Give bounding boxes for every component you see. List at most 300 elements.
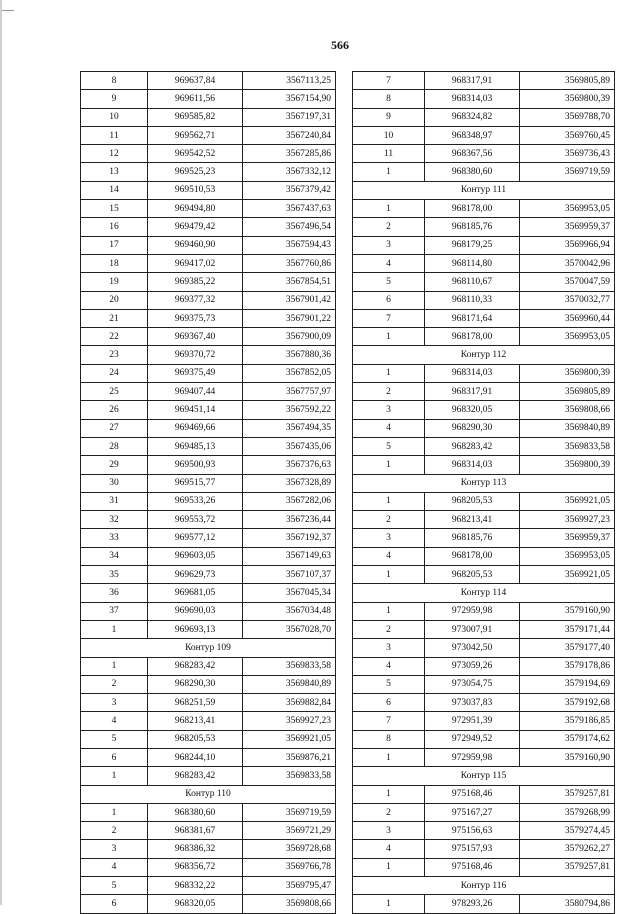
point-number: 2	[353, 803, 425, 821]
y-coordinate: 3567045,34	[243, 584, 336, 602]
y-coordinate: 3569921,05	[243, 730, 336, 748]
table-row	[81, 126, 336, 144]
table-row	[353, 785, 615, 803]
table-row	[81, 181, 336, 199]
table-row	[81, 675, 336, 693]
x-coordinate: 969500,93	[148, 456, 243, 474]
table-row	[81, 657, 336, 675]
table-row	[353, 200, 615, 218]
y-coordinate: 3567282,06	[243, 492, 336, 510]
x-coordinate: 969375,73	[148, 309, 243, 327]
y-coordinate: 3567592,22	[243, 401, 336, 419]
table-row	[353, 401, 615, 419]
y-coordinate: 3569728,68	[243, 840, 336, 858]
y-coordinate: 3569921,05	[520, 566, 615, 584]
table-row	[353, 163, 615, 181]
table-row	[81, 383, 336, 401]
table-row	[353, 309, 615, 327]
table-row	[353, 236, 615, 254]
table-row	[81, 309, 336, 327]
point-number: 26	[81, 401, 148, 419]
x-coordinate: 969637,84	[148, 72, 243, 90]
table-row	[353, 529, 615, 547]
table-row	[353, 547, 615, 565]
point-number: 35	[81, 566, 148, 584]
x-coordinate: 968178,00	[425, 547, 520, 565]
point-number: 1	[81, 803, 148, 821]
y-coordinate: 3567379,42	[243, 181, 336, 199]
contour-title: Контур 115	[353, 767, 615, 785]
x-coordinate: 968356,72	[148, 858, 243, 876]
point-number: 3	[353, 822, 425, 840]
contour-title: Контур 113	[353, 474, 615, 492]
table-row	[353, 456, 615, 474]
table-row	[353, 145, 615, 163]
y-coordinate: 3567192,37	[243, 529, 336, 547]
point-number: 19	[81, 273, 148, 291]
point-number: 16	[81, 218, 148, 236]
point-number: 18	[81, 254, 148, 272]
x-coordinate: 973059,26	[425, 657, 520, 675]
point-number: 2	[353, 620, 425, 638]
table-row	[81, 840, 336, 858]
table-row	[353, 858, 615, 876]
x-coordinate: 968185,76	[425, 529, 520, 547]
x-coordinate: 968348,97	[425, 126, 520, 144]
x-coordinate: 968367,56	[425, 145, 520, 163]
y-coordinate: 3567852,05	[243, 364, 336, 382]
y-coordinate: 3569840,89	[520, 419, 615, 437]
y-coordinate: 3570042,96	[520, 254, 615, 272]
y-coordinate: 3579257,81	[520, 858, 615, 876]
point-number: 25	[81, 383, 148, 401]
y-coordinate: 3579274,45	[520, 822, 615, 840]
table-row	[353, 694, 615, 712]
x-coordinate: 972959,98	[425, 748, 520, 766]
point-number: 1	[81, 657, 148, 675]
y-coordinate: 3570032,77	[520, 291, 615, 309]
y-coordinate: 3569959,37	[520, 529, 615, 547]
y-coordinate: 3579174,62	[520, 730, 615, 748]
y-coordinate: 3567901,42	[243, 291, 336, 309]
y-coordinate: 3569800,39	[520, 456, 615, 474]
x-coordinate: 968320,05	[425, 401, 520, 419]
point-number: 28	[81, 437, 148, 455]
table-row	[81, 437, 336, 455]
x-coordinate: 973007,91	[425, 620, 520, 638]
page-number: 566	[331, 38, 349, 52]
table-row	[353, 620, 615, 638]
y-coordinate: 3569805,89	[520, 383, 615, 401]
scan-edge-left	[0, 0, 2, 905]
point-number: 1	[353, 566, 425, 584]
table-row	[353, 822, 615, 840]
point-number: 1	[353, 858, 425, 876]
x-coordinate: 968380,60	[425, 163, 520, 181]
point-number: 6	[353, 291, 425, 309]
x-coordinate: 968283,42	[148, 767, 243, 785]
x-coordinate: 968380,60	[148, 803, 243, 821]
table-row	[353, 72, 615, 90]
point-number: 37	[81, 602, 148, 620]
table-row	[353, 657, 615, 675]
y-coordinate: 3567494,35	[243, 419, 336, 437]
table-row	[81, 566, 336, 584]
x-coordinate: 975168,46	[425, 785, 520, 803]
point-number: 2	[81, 675, 148, 693]
x-coordinate: 968251,59	[148, 694, 243, 712]
x-coordinate: 969460,90	[148, 236, 243, 254]
x-coordinate: 968213,41	[148, 712, 243, 730]
point-number: 7	[353, 712, 425, 730]
x-coordinate: 968178,00	[425, 200, 520, 218]
x-coordinate: 968314,03	[425, 364, 520, 382]
x-coordinate: 968213,41	[425, 511, 520, 529]
point-number: 1	[353, 200, 425, 218]
point-number: 22	[81, 328, 148, 346]
y-coordinate: 3569808,66	[243, 895, 336, 913]
point-number: 1	[81, 620, 148, 638]
table-row	[353, 291, 615, 309]
y-coordinate: 3569719,59	[243, 803, 336, 821]
x-coordinate: 969385,22	[148, 273, 243, 291]
y-coordinate: 3569760,45	[520, 126, 615, 144]
point-number: 1	[81, 767, 148, 785]
point-number: 1	[353, 748, 425, 766]
y-coordinate: 3567496,54	[243, 218, 336, 236]
y-coordinate: 3567154,90	[243, 90, 336, 108]
x-coordinate: 968110,67	[425, 273, 520, 291]
point-number: 3	[353, 236, 425, 254]
x-coordinate: 968283,42	[425, 437, 520, 455]
y-coordinate: 3569953,05	[520, 200, 615, 218]
x-coordinate: 968317,91	[425, 72, 520, 90]
point-number: 5	[81, 730, 148, 748]
y-coordinate: 3567376,63	[243, 456, 336, 474]
table-row	[81, 108, 336, 126]
point-number: 9	[81, 90, 148, 108]
table-row	[353, 840, 615, 858]
y-coordinate: 3567901,22	[243, 309, 336, 327]
y-coordinate: 3569927,23	[520, 511, 615, 529]
x-coordinate: 969577,12	[148, 529, 243, 547]
point-number: 3	[353, 529, 425, 547]
y-coordinate: 3569800,39	[520, 364, 615, 382]
table-row	[353, 328, 615, 346]
table-row	[353, 437, 615, 455]
table-row	[81, 419, 336, 437]
table-row	[81, 72, 336, 90]
y-coordinate: 3569833,58	[520, 437, 615, 455]
x-coordinate: 973054,75	[425, 675, 520, 693]
point-number: 23	[81, 346, 148, 364]
x-coordinate: 969585,82	[148, 108, 243, 126]
point-number: 6	[81, 895, 148, 913]
x-coordinate: 969681,05	[148, 584, 243, 602]
contour-header-row	[353, 877, 615, 895]
table-row	[81, 364, 336, 382]
table-row	[353, 90, 615, 108]
point-number: 12	[81, 145, 148, 163]
y-coordinate: 3569721,29	[243, 822, 336, 840]
point-number: 11	[81, 126, 148, 144]
x-coordinate: 969367,40	[148, 328, 243, 346]
x-coordinate: 968283,42	[148, 657, 243, 675]
table-row	[81, 529, 336, 547]
point-number: 33	[81, 529, 148, 547]
x-coordinate: 968179,25	[425, 236, 520, 254]
y-coordinate: 3567900,09	[243, 328, 336, 346]
table-row	[353, 511, 615, 529]
x-coordinate: 978293,26	[425, 895, 520, 913]
point-number: 2	[353, 383, 425, 401]
contour-title: Контур 110	[81, 785, 336, 803]
x-coordinate: 972951,39	[425, 712, 520, 730]
table-row	[353, 492, 615, 510]
y-coordinate: 3579186,85	[520, 712, 615, 730]
point-number: 29	[81, 456, 148, 474]
table-row	[81, 200, 336, 218]
table-row	[353, 712, 615, 730]
x-coordinate: 968171,64	[425, 309, 520, 327]
point-number: 24	[81, 364, 148, 382]
table-row	[81, 730, 336, 748]
x-coordinate: 969525,23	[148, 163, 243, 181]
y-coordinate: 3579194,69	[520, 675, 615, 693]
table-row	[81, 163, 336, 181]
y-coordinate: 3567854,51	[243, 273, 336, 291]
y-coordinate: 3569966,94	[520, 236, 615, 254]
contour-header-row	[81, 785, 336, 803]
point-number: 9	[353, 108, 425, 126]
x-coordinate: 969629,73	[148, 566, 243, 584]
point-number: 4	[353, 840, 425, 858]
y-coordinate: 3569882,84	[243, 694, 336, 712]
contour-header-row	[81, 639, 336, 657]
y-coordinate: 3567034,48	[243, 602, 336, 620]
contour-header-row	[353, 346, 615, 364]
y-coordinate: 3569736,43	[520, 145, 615, 163]
x-coordinate: 969533,26	[148, 492, 243, 510]
y-coordinate: 3567149,63	[243, 547, 336, 565]
x-coordinate: 969690,03	[148, 602, 243, 620]
table-row	[353, 364, 615, 382]
point-number: 30	[81, 474, 148, 492]
table-row	[81, 547, 336, 565]
point-number: 21	[81, 309, 148, 327]
y-coordinate: 3569805,89	[520, 72, 615, 90]
x-coordinate: 968317,91	[425, 383, 520, 401]
x-coordinate: 969553,72	[148, 511, 243, 529]
point-number: 10	[353, 126, 425, 144]
contour-title: Контур 109	[81, 639, 336, 657]
table-row	[353, 730, 615, 748]
table-row	[353, 273, 615, 291]
x-coordinate: 969451,14	[148, 401, 243, 419]
y-coordinate: 3569808,66	[520, 401, 615, 419]
point-number: 4	[353, 419, 425, 437]
table-row	[81, 602, 336, 620]
x-coordinate: 968386,32	[148, 840, 243, 858]
y-coordinate: 3569876,21	[243, 748, 336, 766]
table-row	[81, 767, 336, 785]
x-coordinate: 969377,32	[148, 291, 243, 309]
y-coordinate: 3567437,63	[243, 200, 336, 218]
point-number: 5	[353, 273, 425, 291]
y-coordinate: 3569833,58	[243, 767, 336, 785]
y-coordinate: 3567240,84	[243, 126, 336, 144]
y-coordinate: 3567107,37	[243, 566, 336, 584]
x-coordinate: 968320,05	[148, 895, 243, 913]
y-coordinate: 3579160,90	[520, 602, 615, 620]
point-number: 4	[353, 657, 425, 675]
x-coordinate: 968205,53	[148, 730, 243, 748]
x-coordinate: 968290,30	[425, 419, 520, 437]
y-coordinate: 3580794,86	[520, 895, 615, 913]
x-coordinate: 969417,02	[148, 254, 243, 272]
x-coordinate: 969407,44	[148, 383, 243, 401]
table-row	[353, 383, 615, 401]
table-row	[81, 291, 336, 309]
point-number: 8	[353, 90, 425, 108]
x-coordinate: 969375,49	[148, 364, 243, 382]
x-coordinate: 968205,53	[425, 566, 520, 584]
contour-header-row	[353, 584, 615, 602]
table-row	[353, 126, 615, 144]
x-coordinate: 975157,93	[425, 840, 520, 858]
point-number: 1	[353, 328, 425, 346]
coordinates-table-right	[352, 71, 615, 914]
point-number: 34	[81, 547, 148, 565]
table-row	[81, 822, 336, 840]
y-coordinate: 3569833,58	[243, 657, 336, 675]
contour-title: Контур 114	[353, 584, 615, 602]
table-row	[353, 803, 615, 821]
x-coordinate: 968381,67	[148, 822, 243, 840]
x-coordinate: 969479,42	[148, 218, 243, 236]
x-coordinate: 969611,56	[148, 90, 243, 108]
y-coordinate: 3567328,89	[243, 474, 336, 492]
table-row	[353, 639, 615, 657]
table-row	[81, 877, 336, 895]
x-coordinate: 968324,82	[425, 108, 520, 126]
point-number: 8	[353, 730, 425, 748]
table-row	[81, 694, 336, 712]
x-coordinate: 975167,27	[425, 803, 520, 821]
x-coordinate: 968244,10	[148, 748, 243, 766]
contour-header-row	[353, 474, 615, 492]
point-number: 3	[81, 840, 148, 858]
y-coordinate: 3569840,89	[243, 675, 336, 693]
x-coordinate: 968290,30	[148, 675, 243, 693]
y-coordinate: 3567757,97	[243, 383, 336, 401]
y-coordinate: 3567028,70	[243, 620, 336, 638]
x-coordinate: 969370,72	[148, 346, 243, 364]
x-coordinate: 969515,77	[148, 474, 243, 492]
table-row	[81, 328, 336, 346]
y-coordinate: 3579171,44	[520, 620, 615, 638]
point-number: 1	[353, 785, 425, 803]
y-coordinate: 3579160,90	[520, 748, 615, 766]
point-number: 14	[81, 181, 148, 199]
point-number: 2	[353, 218, 425, 236]
y-coordinate: 3569960,44	[520, 309, 615, 327]
coordinates-table-left	[80, 71, 336, 914]
table-row	[353, 675, 615, 693]
table-row	[81, 401, 336, 419]
table-row	[353, 748, 615, 766]
y-coordinate: 3569766,78	[243, 858, 336, 876]
x-coordinate: 968114,80	[425, 254, 520, 272]
point-number: 5	[353, 437, 425, 455]
x-coordinate: 968178,00	[425, 328, 520, 346]
point-number: 4	[353, 547, 425, 565]
point-number: 20	[81, 291, 148, 309]
table-row	[353, 566, 615, 584]
point-number: 3	[353, 401, 425, 419]
x-coordinate: 969603,05	[148, 547, 243, 565]
point-number: 5	[353, 675, 425, 693]
x-coordinate: 968332,22	[148, 877, 243, 895]
point-number: 1	[353, 456, 425, 474]
point-number: 2	[353, 511, 425, 529]
x-coordinate: 972959,98	[425, 602, 520, 620]
point-number: 1	[353, 895, 425, 913]
point-number: 2	[81, 822, 148, 840]
y-coordinate: 3579192,68	[520, 694, 615, 712]
table-row	[81, 895, 336, 913]
y-coordinate: 3579268,99	[520, 803, 615, 821]
point-number: 6	[353, 694, 425, 712]
x-coordinate: 972949,52	[425, 730, 520, 748]
table-row	[353, 419, 615, 437]
table-row	[81, 236, 336, 254]
x-coordinate: 969485,13	[148, 437, 243, 455]
x-coordinate: 969469,66	[148, 419, 243, 437]
table-row	[81, 218, 336, 236]
y-coordinate: 3570047,59	[520, 273, 615, 291]
table-row	[353, 895, 615, 913]
contour-header-row	[353, 181, 615, 199]
x-coordinate: 969562,71	[148, 126, 243, 144]
point-number: 4	[353, 254, 425, 272]
contour-title: Контур 112	[353, 346, 615, 364]
point-number: 32	[81, 511, 148, 529]
table-row	[81, 90, 336, 108]
table-row	[81, 511, 336, 529]
point-number: 5	[81, 877, 148, 895]
y-coordinate: 3579177,40	[520, 639, 615, 657]
x-coordinate: 975156,63	[425, 822, 520, 840]
table-row	[81, 620, 336, 638]
x-coordinate: 969542,52	[148, 145, 243, 163]
table-row	[81, 492, 336, 510]
y-coordinate: 3579257,81	[520, 785, 615, 803]
x-coordinate: 968185,76	[425, 218, 520, 236]
x-coordinate: 968110,33	[425, 291, 520, 309]
table-row	[353, 602, 615, 620]
x-coordinate: 969510,53	[148, 181, 243, 199]
point-number: 7	[353, 309, 425, 327]
table-row	[81, 346, 336, 364]
point-number: 1	[353, 602, 425, 620]
point-number: 15	[81, 200, 148, 218]
x-coordinate: 968314,03	[425, 90, 520, 108]
table-row	[353, 108, 615, 126]
point-number: 17	[81, 236, 148, 254]
y-coordinate: 3579262,27	[520, 840, 615, 858]
point-number: 36	[81, 584, 148, 602]
